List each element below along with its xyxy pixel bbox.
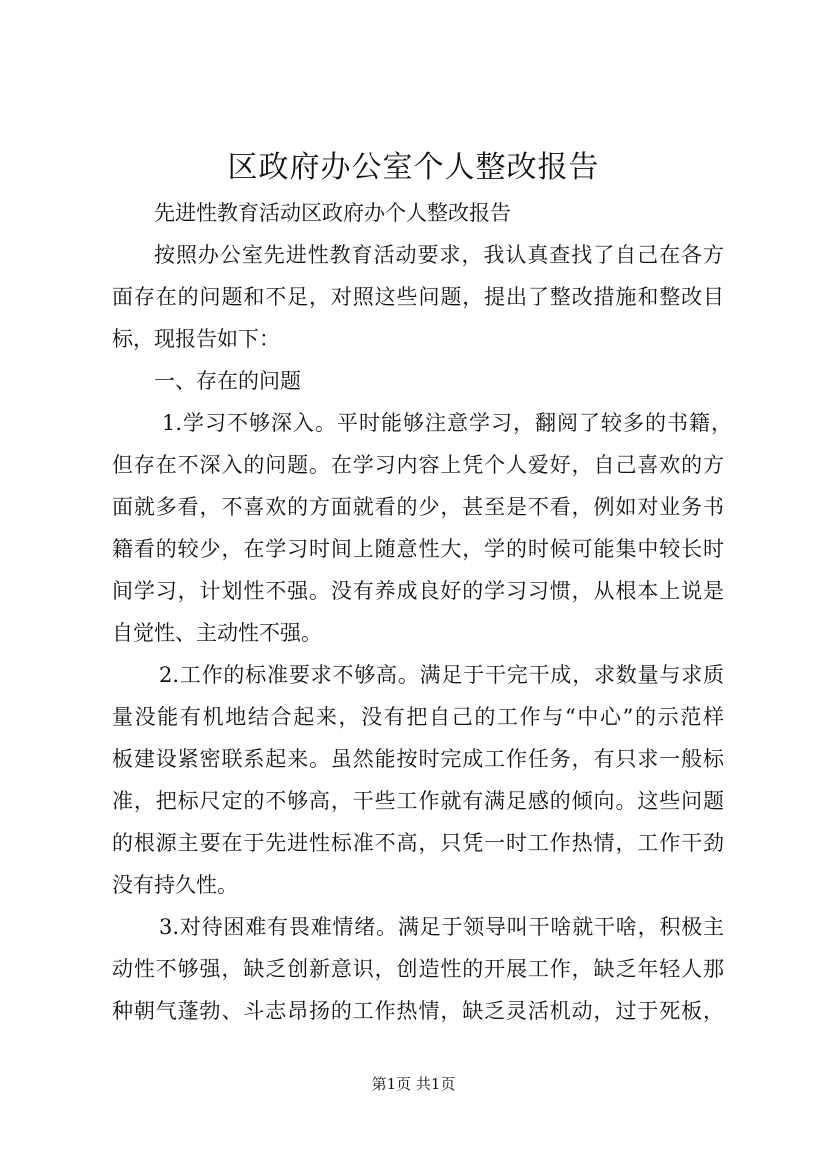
paragraph-line: 种朝气蓬勃、斗志昂扬的工作热情，缺乏灵活机动，过于死板， [112, 999, 724, 1023]
paragraph-line: 的根源主要在于先进性标准不高，只凭一时工作热情，工作干劲 [112, 831, 724, 855]
paragraph-line: 按照办公室先进性教育活动要求，我认真查找了自己在各方 [154, 243, 724, 267]
paragraph-line: 2.工作的标准要求不够高。满足于干完干成，求数量与求质 [159, 663, 724, 687]
paragraph-line: 籍看的较少，在学习时间上随意性大，学的时候可能集中较长时 [112, 537, 724, 561]
paragraph-line: 量没能有机地结合起来，没有把自己的工作与“中心”的示范样 [112, 705, 724, 729]
paragraph-line: 3.对待困难有畏难情绪。满足于领导叫干啥就干啥，积极主 [159, 915, 724, 939]
page-number-footer: 第1页 共1页 [371, 1075, 456, 1093]
paragraph-line: 动性不够强，缺乏创新意识，创造性的开展工作，缺乏年轻人那 [112, 957, 724, 981]
paragraph-line: 面存在的问题和不足，对照这些问题，提出了整改措施和整改目 [112, 285, 724, 309]
section-heading: 一、存在的问题 [154, 369, 301, 393]
paragraph-line: 板建设紧密联系起来。虽然能按时完成工作任务，有只求一般标 [112, 747, 724, 771]
document-title: 区政府办公室个人整改报告 [227, 150, 600, 185]
paragraph-line: 但存在不深入的问题。在学习内容上凭个人爱好，自己喜欢的方 [112, 453, 724, 477]
paragraph-line: 没有持久性。 [112, 873, 238, 897]
paragraph-line: 面就多看，不喜欢的方面就看的少，甚至是不看，例如对业务书 [112, 495, 724, 519]
paragraph-line: 间学习，计划性不强。没有养成良好的学习习惯，从根本上说是 [112, 579, 724, 603]
paragraph-line: 准，把标尺定的不够高，干些工作就有满足感的倾向。这些问题 [112, 789, 724, 813]
subtitle-line: 先进性教育活动区政府办个人整改报告 [154, 201, 511, 225]
paragraph-line: 标，现报告如下： [112, 327, 280, 351]
paragraph-line: 1.学习不够深入。平时能够注意学习，翻阅了较多的书籍， [162, 411, 732, 435]
paragraph-line: 自觉性、主动性不强。 [112, 621, 322, 645]
